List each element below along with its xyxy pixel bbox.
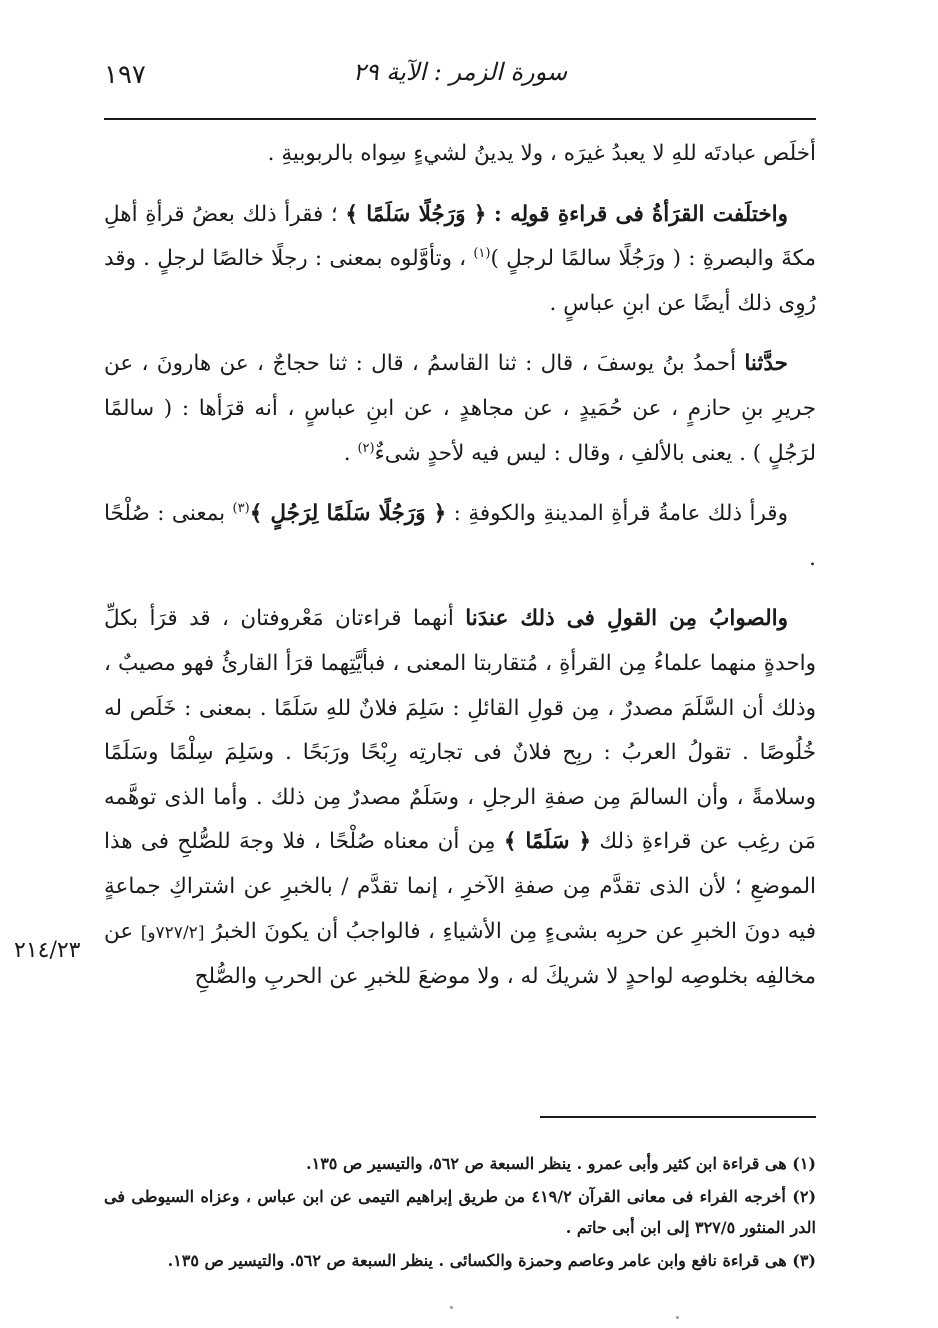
paragraph-4 (104, 492, 816, 581)
paragraph-5 (104, 597, 816, 999)
footnote-marker-3: (٣) (232, 501, 250, 516)
footnote-3: (٣) هى قراءة نافع وابن عامر وعاصم وحمزة والكسائى . ينظر السبعة ص ٥٦٢. والتيسير ص ١٣٥. (167, 1251, 816, 1270)
paragraph-2-lead: واختلَفت القرَأةُ فى قراءةِ قولِه : (493, 201, 788, 227)
main-text (104, 132, 816, 1016)
scan-speck (450, 1306, 453, 1309)
paragraph-5-text-c: عن مخالفِه بخلوصِه لواحدٍ لا شريكَ له ، ولا موضعَ للخبرِ عن الحربِ والصُّلحِ (104, 918, 816, 990)
footnote-1: (١) هى قراءة ابن كثير وأبى عمرو . ينظر السبعة ص ٥٦٢، والتيسير ص ١٣٥. (306, 1154, 816, 1173)
paragraph-5-lead: والصوابُ مِن القولِ فى ذلك عندَنا (465, 606, 788, 632)
running-head: سورة الزمر : الآية ٢٩ (352, 58, 568, 86)
footnote-marker-1: (١) (473, 246, 491, 262)
quran-quote-3: ﴿ سَلَمًا ﴾ (503, 829, 592, 855)
manuscript-ref: [٧٢٧/٢و] (140, 922, 205, 943)
paragraph-2 (104, 193, 816, 327)
paragraph-4-text-a: وقرأ ذلك عامةُ قرأةِ المدينةِ والكوفةِ : (453, 501, 788, 527)
scan-speck (676, 1316, 679, 1319)
quran-quote-2: ﴿ وَرَجُلًا سَلَمًا لِرَجُلٍ ﴾ (249, 501, 447, 527)
page-number: ١٩٧ (104, 60, 146, 90)
footnote-rule (540, 1116, 816, 1118)
header-rule (104, 118, 816, 120)
footnotes (104, 1148, 816, 1278)
paragraph-3-end: . (343, 440, 351, 466)
paragraph-3 (104, 342, 816, 476)
paragraph-5-text-b: مِن أن معناه صُلْحًا ، فلا وجهَ للصُّلحِ فى هذا الموضعِ ؛ لأن الذى تقدَّم مِن صفةِ الآخرِ ، إنما تقدَّم / بالخبرِ عن اشتراكِ جماعةٍ فيه دونَ الخبرِ عن حربِه بشىءٍ مِن الأشياءِ ، فالواجبُ أن يكونَ الخبرُ (104, 829, 816, 944)
quran-quote-1: ﴿ وَرَجُلًا سَلَمًا ﴾ (345, 201, 487, 227)
page-header (104, 58, 816, 98)
isnad-lead: حدَّثنا (744, 351, 788, 377)
paragraph-2-text-a: ؛ فقرأ ذلك بعضُ قرأةِ أهلِ مكةَ والبصرةِ : ( ورَجُلًا سالمًا لرجلٍ ) (104, 201, 816, 272)
footnote-marker-2: (٢) (357, 440, 375, 456)
paragraph-2-text-b: ، وتأوَّلوه بمعنى : رجلًا خالصًا لرجلٍ . وقد رُوِى ذلك أيضًا عن ابنِ عباسٍ . (104, 246, 816, 316)
paragraph-5-text-a: أنهما قراءتان مَعْروفتان ، قد قرَأ بكلِّ واحدةٍ منهما علماءُ مِن القرأةِ ، مُتقاربتا المعنى ، فبأيَّتِهما قرَأ القارئُ فهو مصيبٌ ، وذلك أن السَّلَمَ مصدرٌ ، مِن قولِ القائلِ : سَلِمَ فلانٌ للهِ سَلَمًا . بمعنى : خَلَص له خُلُوصًا . تقولُ العربُ : ربِح فلانٌ فى تجارتِه رِبْحًا ورَبَحًا . وسَلِمَ سِلْمًا وسَلَمًا وسلامةً ، وأن السالمَ مِن صفةِ الرجلِ ، وسَلَمٌ مصدرٌ مِن ذلك . وأما الذى توهَّمه مَن رغِب عن قراءةِ ذلك (104, 606, 817, 855)
paragraph-3-text: أحمدُ بنُ يوسفَ ، قال : ثنا القاسمُ ، قال : ثنا حجاجٌ ، عن هارونَ ، عن جريرِ بنِ حازمٍ ، عن حُمَيدٍ ، عن مجاهدٍ ، عن ابنِ عباسٍ ، أنه قرَأها : ( سالمًا لرَجُلٍ ) . يعنى بالألفِ ، وقال : ليس فيه لأحدٍ شىءٌ (104, 351, 816, 466)
paragraph-1 (104, 132, 816, 177)
paragraph-1-text: أخلَص عبادتَه للهِ لا يعبدُ غيرَه ، ولا يدينُ لشيءٍ سِواه بالربوبيةِ . (267, 141, 816, 166)
paragraph-4-text-b: بمعنى : صُلْحًا . (104, 501, 816, 571)
margin-reference: ٢١٤/٢٣ (14, 938, 81, 963)
footnote-2: (٢) أخرجه الفراء فى معانى القرآن ٤١٩/٢ من طريق إبراهيم التيمى عن ابن عباس ، وعزاه السيوطى فى الدر المنثور ٣٢٧/٥ إلى ابن أبى حاتم . (104, 1187, 817, 1237)
